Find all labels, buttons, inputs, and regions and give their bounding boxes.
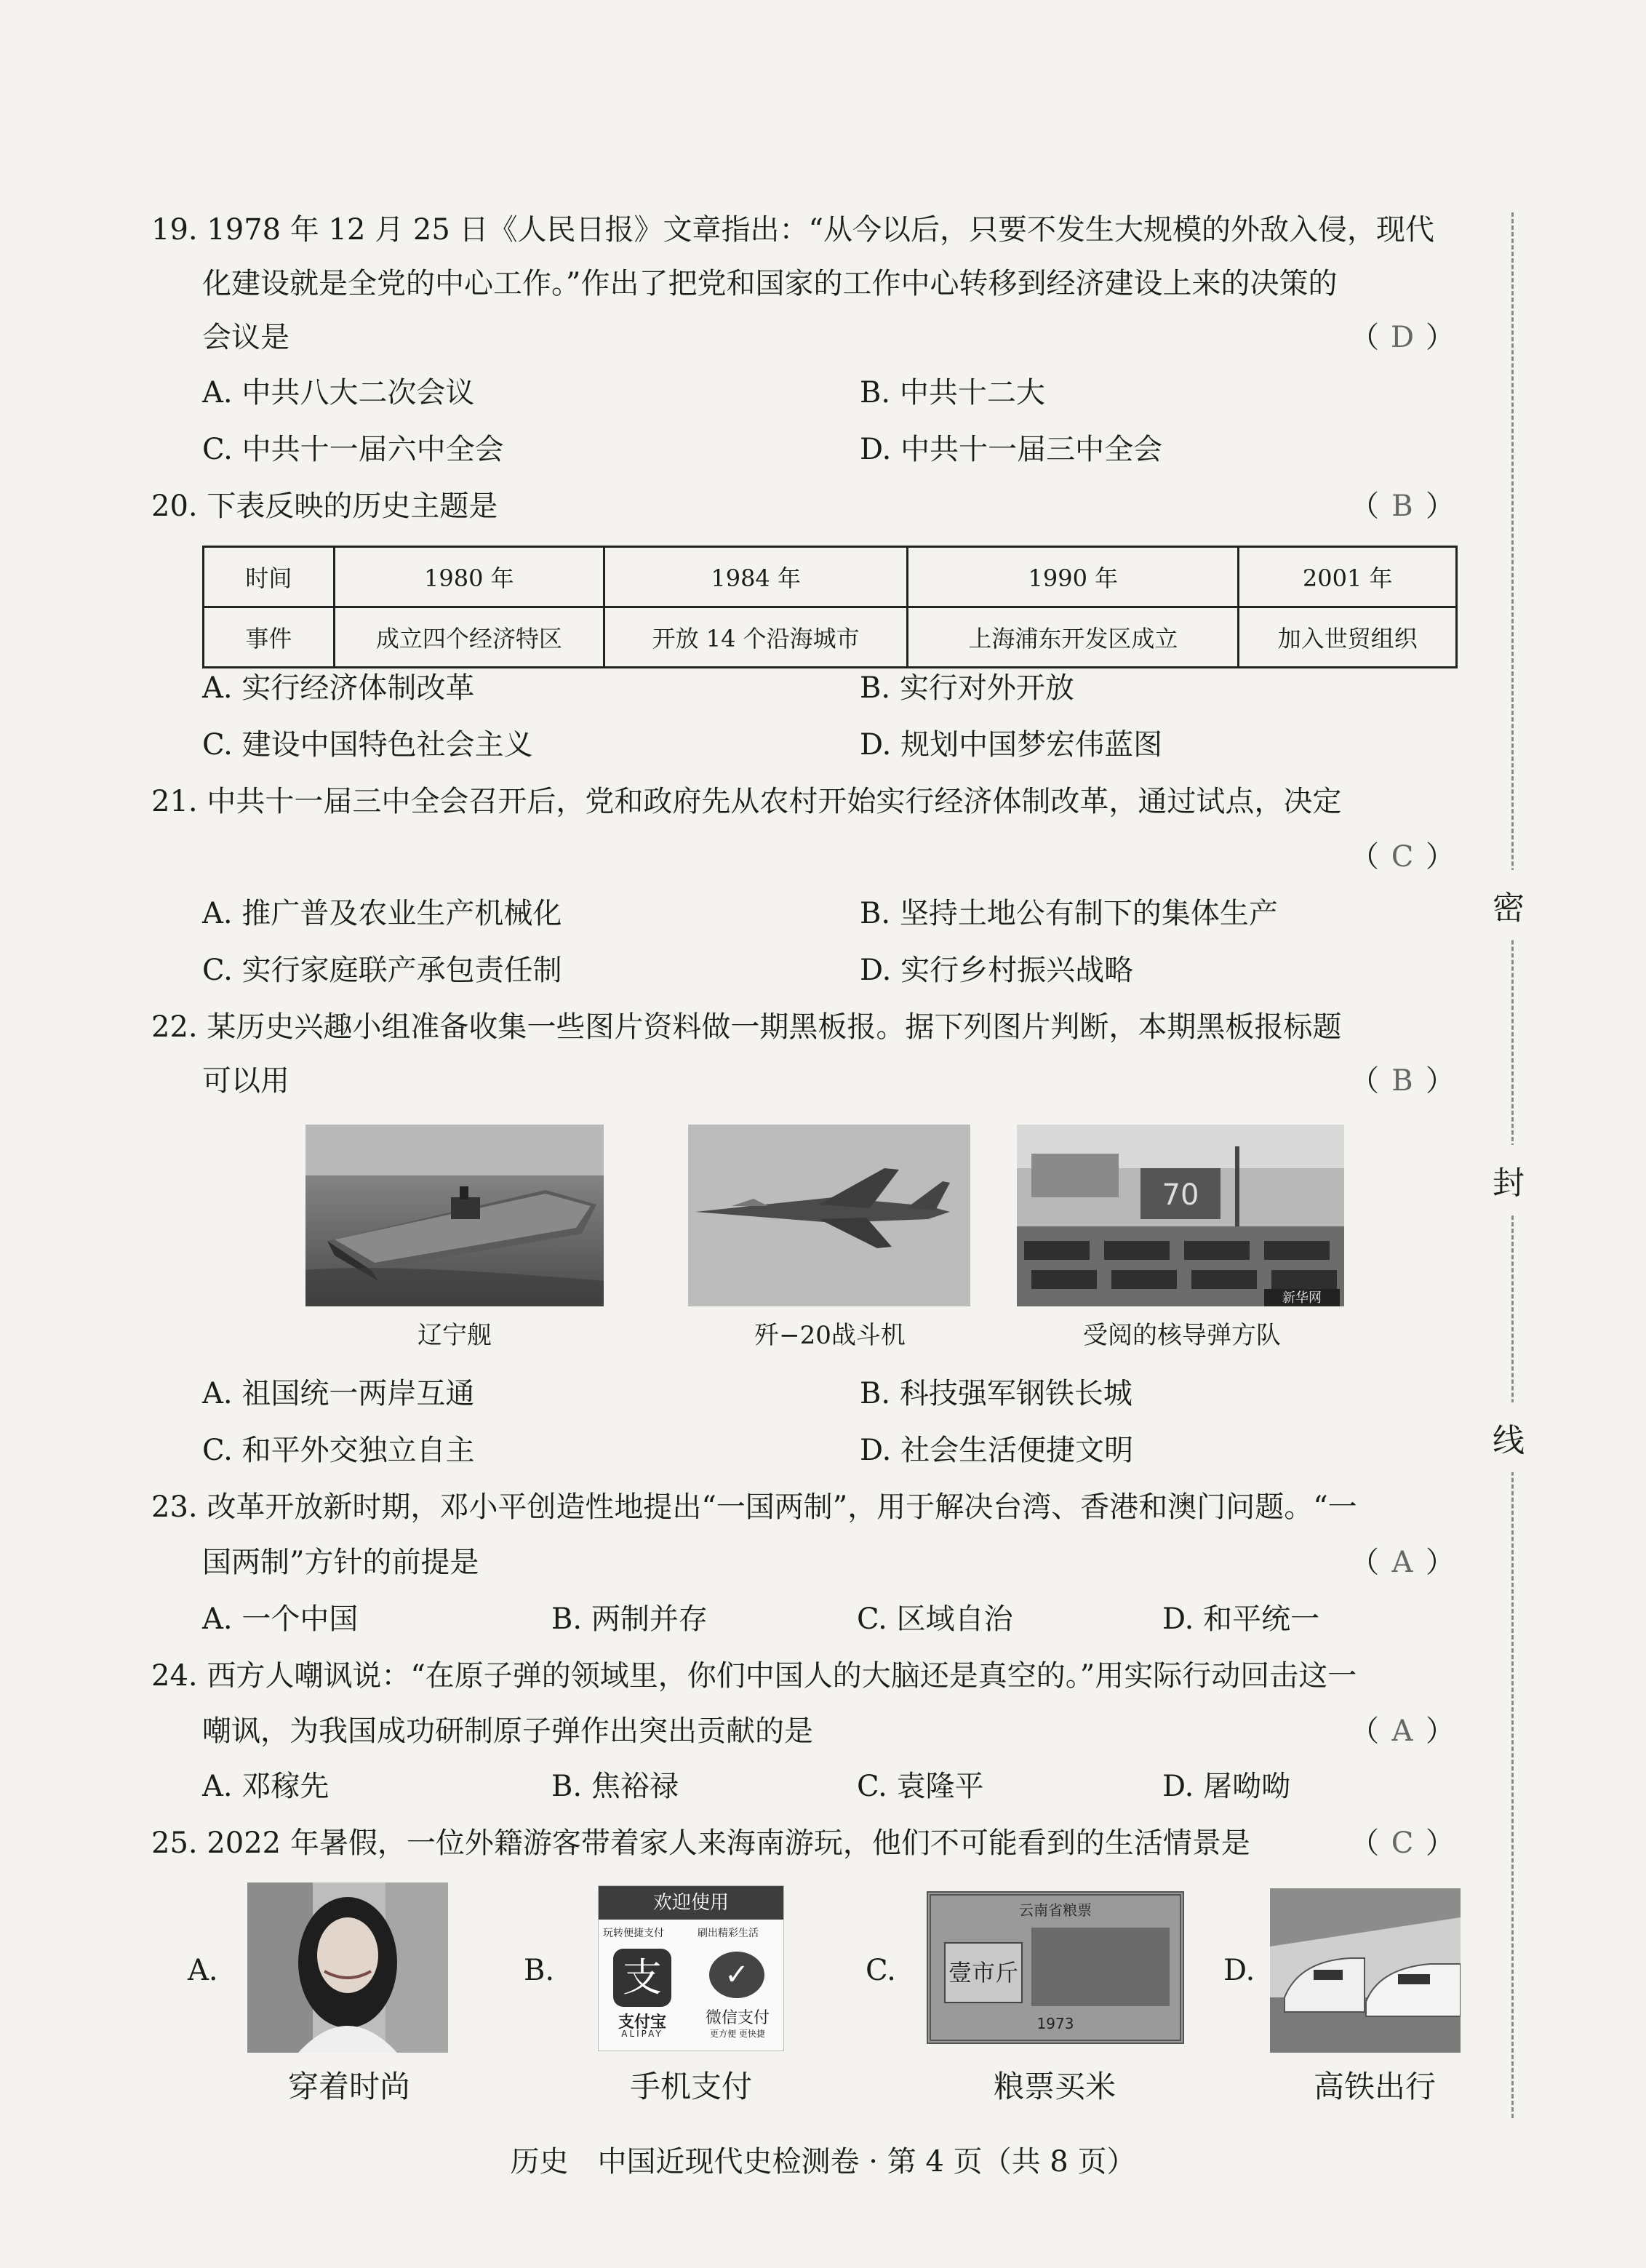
q21-option-b: B. 坚持土地公有制下的集体生产 bbox=[860, 897, 1278, 930]
caption-j20: 歼−20战斗机 bbox=[754, 1321, 906, 1350]
q19-line-3: 会议是 bbox=[202, 321, 289, 354]
q23-answer: （ A ） bbox=[1350, 1542, 1455, 1583]
q20-option-b: B. 实行对外开放 bbox=[860, 671, 1074, 705]
q19-option-c: C. 中共十一届六中全会 bbox=[202, 433, 504, 466]
q23-option-c: C. 区域自治 bbox=[857, 1602, 1013, 1636]
photo-watermark: 新华网 bbox=[1282, 1290, 1322, 1306]
q19-line-2: 化建设就是全党的中心工作。”作出了把党和国家的工作中心转移到经济建设上来的决策的 bbox=[202, 267, 1338, 300]
q20-option-d: D. 规划中国梦宏伟蓝图 bbox=[860, 728, 1163, 762]
q24-option-d: D. 屠呦呦 bbox=[1162, 1770, 1291, 1803]
q22-answer: （ B ） bbox=[1350, 1061, 1455, 1101]
q22-line-1: 22. 某历史兴趣小组准备收集一些图片资料做一期黑板报。据下列图片判断，本期黑板报标题 bbox=[151, 1010, 1342, 1044]
q22-option-b: B. 科技强军钢铁长城 bbox=[860, 1377, 1132, 1410]
alipay-label: 支付宝 bbox=[618, 2013, 666, 2032]
table-cell: 加入世贸组织 bbox=[1239, 607, 1457, 668]
q24-option-c: C. 袁隆平 bbox=[857, 1770, 984, 1803]
q25-label-c: C. bbox=[866, 1954, 896, 1987]
q19-line-1: 19. 1978 年 12 月 25 日《人民日报》文章指出：“从今以后，只要不发生大规模的外敌入侵，现代 bbox=[151, 213, 1434, 247]
caption-grain-ticket: 粮票买米 bbox=[993, 2069, 1116, 2104]
binding-char-xian: 线 bbox=[1493, 1402, 1525, 1472]
q23-option-a: A. 一个中国 bbox=[202, 1602, 359, 1636]
q24-answer: （ A ） bbox=[1350, 1711, 1455, 1752]
q23-line-1: 23. 改革开放新时期，邓小平创造性地提出“一国两制”，用于解决台湾、香港和澳门问题。“一 bbox=[151, 1490, 1357, 1524]
ticket-illustration bbox=[1031, 1928, 1170, 2006]
table-cell: 上海浦东开发区成立 bbox=[908, 607, 1239, 668]
table-cell: 事件 bbox=[204, 607, 335, 668]
table-cell: 2001 年 bbox=[1239, 547, 1457, 607]
caption-fashion: 穿着时尚 bbox=[287, 2069, 410, 2104]
q23-answer-letter: A bbox=[1391, 1546, 1413, 1579]
fashion-girl-photo bbox=[247, 1882, 448, 2053]
table-cell: 1984 年 bbox=[604, 547, 908, 607]
q19-answer-letter: D bbox=[1390, 321, 1415, 354]
q21-option-d: D. 实行乡村振兴战略 bbox=[860, 954, 1134, 987]
q22-option-d: D. 社会生活便捷文明 bbox=[860, 1434, 1134, 1467]
q20-table bbox=[202, 546, 1458, 668]
q19-answer: （ D ） bbox=[1350, 317, 1455, 358]
q21-option-a: A. 推广普及农业生产机械化 bbox=[202, 897, 562, 930]
q23-line-2: 国两制”方针的前提是 bbox=[202, 1546, 479, 1579]
q25-label-b: B. bbox=[524, 1954, 555, 1987]
fighter-jet-photo bbox=[688, 1125, 970, 1306]
alipay-en-label: ALIPAY bbox=[621, 2029, 663, 2039]
q22-line-2: 可以用 bbox=[202, 1064, 289, 1098]
q20-stem: 20. 下表反映的历史主题是 bbox=[151, 490, 498, 523]
q24-option-a: A. 邓稼先 bbox=[202, 1770, 329, 1803]
wechat-pay-label: 微信支付 bbox=[705, 2009, 770, 2027]
binding-char-mi: 密 bbox=[1493, 870, 1525, 940]
table-cell: 时间 bbox=[204, 547, 335, 607]
q21-answer: （ C ） bbox=[1350, 836, 1455, 877]
missile-parade-photo bbox=[1017, 1125, 1344, 1306]
q20-option-c: C. 建设中国特色社会主义 bbox=[202, 728, 533, 762]
q25-stem: 25. 2022 年暑假，一位外籍游客带着家人来海南游玩，他们不可能看到的生活情景是 bbox=[151, 1826, 1250, 1860]
caption-liaoning: 辽宁舰 bbox=[418, 1321, 492, 1350]
table-row bbox=[204, 547, 1457, 607]
q22-option-a: A. 祖国统一两岸互通 bbox=[202, 1377, 475, 1410]
q24-answer-letter: A bbox=[1391, 1714, 1413, 1748]
payment-right-sub: 刷出精彩生活 bbox=[698, 1928, 759, 1939]
aircraft-carrier-photo bbox=[305, 1125, 604, 1306]
q21-answer-letter: C bbox=[1391, 840, 1414, 874]
ticket-amount: 壹市斤 bbox=[944, 1942, 1023, 2003]
page-footer: 历史 中国近现代史检测卷 · 第 4 页（共 8 页） bbox=[510, 2145, 1136, 2179]
q22-answer-letter: B bbox=[1391, 1064, 1413, 1098]
q19-option-a: A. 中共八大二次会议 bbox=[202, 376, 475, 410]
q19-option-b: B. 中共十二大 bbox=[860, 376, 1045, 410]
table-cell: 1990 年 bbox=[908, 547, 1239, 607]
q25-answer-letter: C bbox=[1391, 1826, 1414, 1860]
caption-high-speed-rail: 高铁出行 bbox=[1313, 2069, 1436, 2104]
caption-missile: 受阅的核导弹方队 bbox=[1083, 1321, 1281, 1350]
ticket-title: 云南省粮票 bbox=[1019, 1901, 1092, 1919]
table-cell: 成立四个经济特区 bbox=[334, 607, 604, 668]
q22-option-c: C. 和平外交独立自主 bbox=[202, 1434, 475, 1467]
table-cell: 1980 年 bbox=[334, 547, 604, 607]
q25-label-a: A. bbox=[188, 1954, 218, 1987]
q19-option-d: D. 中共十一届三中全会 bbox=[860, 433, 1163, 466]
table-row bbox=[204, 607, 1457, 668]
mobile-payment-sign bbox=[598, 1885, 784, 2051]
ticket-year: 1973 bbox=[1036, 2015, 1074, 2032]
q24-line-1: 24. 西方人嘲讽说：“在原子弹的领域里，你们中国人的大脑还是真空的。”用实际行动回击这一 bbox=[151, 1659, 1357, 1693]
q21-option-c: C. 实行家庭联产承包责任制 bbox=[202, 954, 562, 987]
q23-option-d: D. 和平统一 bbox=[1162, 1602, 1320, 1636]
wechat-pay-icon: ✓ bbox=[709, 1952, 764, 1998]
payment-left-sub: 玩转便捷支付 bbox=[603, 1928, 664, 1939]
alipay-icon: 支 bbox=[613, 1949, 671, 2007]
q24-option-b: B. 焦裕禄 bbox=[551, 1770, 679, 1803]
payment-banner: 欢迎使用 bbox=[599, 1886, 783, 1920]
binding-char-feng: 封 bbox=[1493, 1145, 1525, 1215]
grain-ticket-photo bbox=[927, 1891, 1184, 2044]
q25-label-d: D. bbox=[1223, 1954, 1255, 1987]
high-speed-rail-photo bbox=[1270, 1888, 1461, 2053]
q24-line-2: 嘲讽，为我国成功研制原子弹作出突出贡献的是 bbox=[202, 1714, 813, 1748]
svg-text:70: 70 bbox=[1162, 1178, 1199, 1212]
q20-answer: （ B ） bbox=[1350, 486, 1455, 527]
q25-answer: （ C ） bbox=[1350, 1823, 1455, 1864]
q23-option-b: B. 两制并存 bbox=[551, 1602, 708, 1636]
q21-stem: 21. 中共十一届三中全会召开后，党和政府先从农村开始实行经济体制改革，通过试点，决定 bbox=[151, 785, 1342, 818]
table-cell: 开放 14 个沿海城市 bbox=[604, 607, 908, 668]
q20-answer-letter: B bbox=[1391, 490, 1413, 523]
caption-mobile-payment: 手机支付 bbox=[629, 2069, 752, 2104]
payment-bottom-text: 更方便 更快捷 bbox=[710, 2029, 765, 2039]
q20-option-a: A. 实行经济体制改革 bbox=[202, 671, 475, 705]
